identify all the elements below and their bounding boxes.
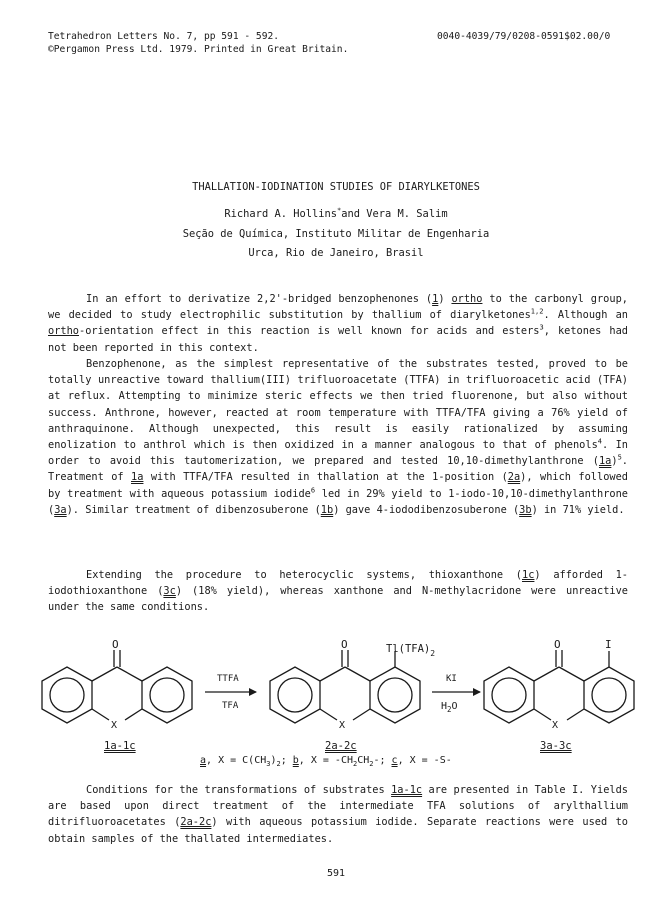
citation: 5 [617,453,622,462]
carbonyl-oxygen-1: O [112,638,119,651]
arrow2-reagent: KI [446,674,457,684]
compound-ref: 1a [598,455,612,468]
compound-ref: 3a [54,503,67,516]
compound-ref: 1c [522,569,535,581]
product-structure [484,650,634,723]
compound-ref: 1a [131,471,144,484]
label-products: 3a-3c [540,740,572,752]
page-number: 591 [326,868,346,879]
paragraph-2: Benzophenone, as the simplest representative of the substrates tested, proved to be totally unreactive toward thallium(III) trifluoroacetate (TTFA) in trifluoroacetic acid (TFA) at reflux. Attempting to minimize steric effects we then tried fluorenone, but also without success. Anthrone, however, reacted at room temperature with TTFA/TFA giving a 76% yield of anthraquinone. Although unexpected, this result is easily rationalized by assuming enolization to anthrol which is then oxidized in a manner analogous to that of phenols$^4$. In order to avoid this tautomerization, we prepared and tested 10,10-dimethylanthrone $(1a)^5$. Treatment of 1a with TTFA/TFA resulted in thallation at the 1-position (2a), which followed by treatment with aqueous potassium iodide$^6$ led in 29% yield to 1-iodo-10,10-dimethylanthrone (3a). Similar treatment of dibenzosuberone (1b) gave 4-iododibenzosuberone (3b) in 71% yield. [48,358,628,516]
citation: 4 [597,437,602,446]
article-title: THALLATION-IODINATION STUDIES OF DIARYLKETONES [192,181,480,193]
paragraph-4: Conditions for the transformations of substrates 1a-1c are presented in Table I. Yields are based upon direct treatment of the intermediate TFA solutions of arylthallium ditrifluoroacetates (2a-2c) with aqueous potassium iodide. Separate reactions were used to obtain samples of the thallated intermediates. [48,784,628,845]
affiliation-line-1: Seção de Química, Instituto Militar de Engenharia [182,228,490,240]
bridge-x-2: X [339,720,346,731]
iodo-substituent: I [605,638,612,651]
carbonyl-oxygen-2: O [341,638,348,651]
bridge-x-3: X [552,720,559,731]
arrow1-solvent: TFA [222,701,239,711]
author-line [0,208,672,220]
affiliation-line-2: Urca, Rio de Janeiro, Brasil [248,247,424,259]
citation: 1,2 [530,307,544,316]
compound-ref: 3c [163,585,176,598]
compound-ref: 2a-2c [180,816,212,829]
compound-ref: 1 [432,293,439,305]
carbonyl-oxygen-3: O [554,638,561,651]
intermediate-structure [270,650,420,723]
publisher-line: ©Pergamon Press Ltd. 1979. Printed in Great Britain. [48,44,349,55]
arrow2-solvent: $H_2O$ [441,701,458,714]
compound-ref: 2a [507,471,521,484]
compound-ref: 1b [320,503,334,516]
substrate-structure [42,650,192,723]
substituent-legend: a, $X = C(CH_3)_2$; b, $X = -CH_2CH_2-$; c, X = -S- [200,755,452,768]
compound-ref: 1a-1c [391,784,423,796]
citation: 3 [539,323,544,332]
corresponding-mark: * [337,206,342,215]
arrow1-reagent: TTFA [217,674,239,684]
citation: 6 [310,486,316,495]
bridge-x-1: X [111,720,118,731]
article-code: 0040-4039/79/0208-0591$02.00/0 [437,31,611,42]
paragraph-1: In an effort to derivatize 2,2'-bridged benzophenones (1) ortho to the carbonyl group, we decided to study electrophilic substitution by thallium of diarylketones$^{1,2}$. Although an ortho-orientation effect in this reaction is well known for acids and esters$^3$, ketones had not been reported in this context. [48,293,628,354]
label-substrates: 1a-1c [104,740,136,752]
paragraph-3: Extending the procedure to heterocyclic systems, thioxanthone (1c) afforded 1-iodothioxanthone (3c) (18% yield), whereas xanthone and N-methylacridone were unreactive under the same conditions. [48,569,628,614]
author-2: and Vera M. Salim [341,208,448,220]
author-1: Richard A. Hollins [224,208,338,220]
label-intermediates: 2a-2c [325,740,357,752]
journal-citation: Tetrahedron Letters No. 7, pp 591 - 592. [48,31,280,42]
thallium-substituent: $Tl(TFA)_2$ [386,643,436,658]
compound-ref: 3b [519,503,532,516]
